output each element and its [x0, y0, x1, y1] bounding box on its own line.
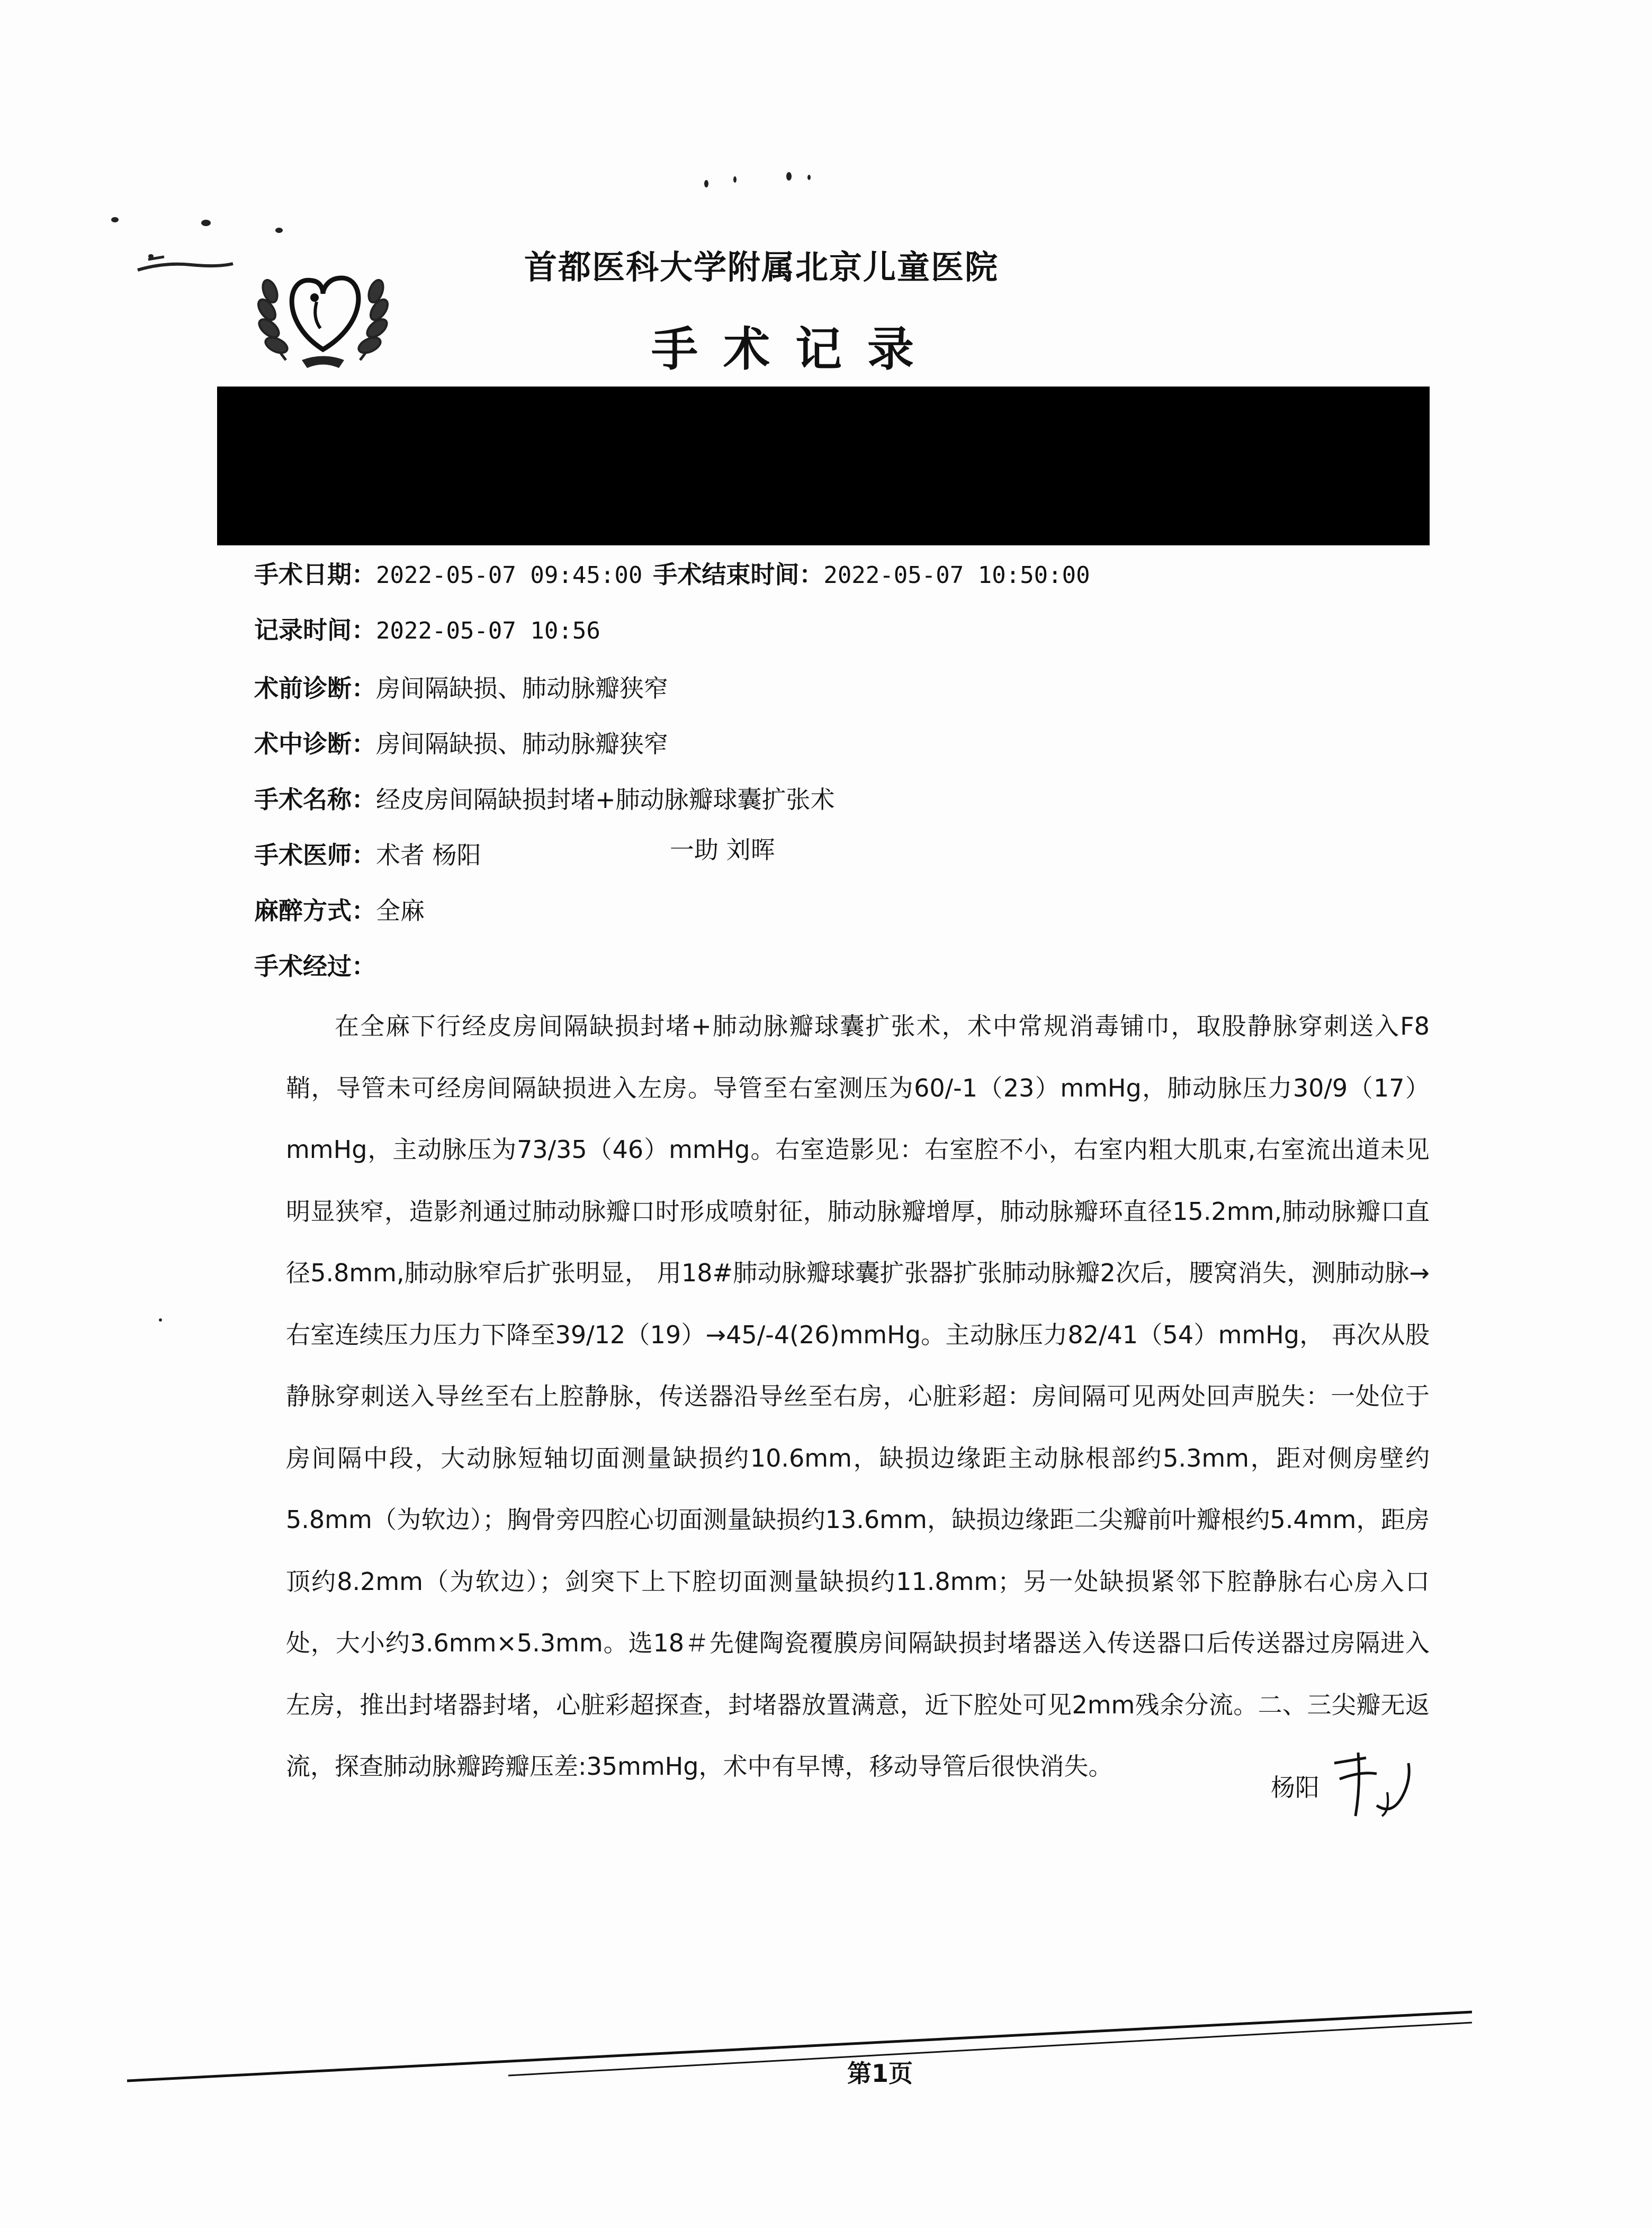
surgery-date-label: 手术日期： [254, 560, 376, 589]
surgical-course-text: 在全麻下行经皮房间隔缺损封堵+肺动脉瓣球囊扩张术，术中常规消毒铺巾，取股静脉穿刺送入F8鞘，导管未可经房间隔缺损进入左房。导管至右室测压为60/-1（23）mmHg，肺动脉压力30/9（17）mmHg，主动脉压为73/35（46）mmHg。右室造影见：右室腔不小，右室内粗大肌束,右室流出道未见明显狭窄，造影剂通过肺动脉瓣口时形成喷射征，肺动脉瓣增厚，肺动脉瓣环直径15.2mm,肺动脉瓣口直径5.8mm,肺动脉窄后扩张明显， 用18#肺动脉瓣球囊扩张器扩张肺动脉瓣2次后，腰窝消失，测肺动脉→右室连续压力压力下降至39/12（19）→45/-4(26)mmHg。主动脉压力82/41（54）mmHg， 再次从股静脉穿刺送入导丝至右上腔静脉，传送器沿导丝至右房，心脏彩超：房间隔可见两处回声脱失：一处位于房间隔中段，大动脉短轴切面测量缺损约10.6mm，缺损边缘距主动脉根部约5.3mm，距对侧房壁约5.8mm（为软边）；胸骨旁四腔心切面测量缺损约13.6mm，缺损边缘距二尖瓣前叶瓣根约5.4mm，距房顶约8.2mm（为软边）；剑突下上下腔切面测量缺损约11.8mm；另一处缺损紧邻下腔静脉右心房入口处，大小约3.6mm×5.3mm。选18＃先健陶瓷覆膜房间隔缺损封堵器送入传送器口后传送器过房隔进入左房，推出封堵器封堵，心脏彩超探查，封堵器放置满意，近下腔处可见2mm残余分流。二、三尖瓣无返流，探查肺动脉瓣跨瓣压差:35mmHg，术中有早博，移动导管后很快消失。 [286, 1012, 1430, 1781]
course-label: 手术经过： [254, 952, 376, 981]
scan-speck [786, 172, 792, 181]
anesthesia-label: 麻醉方式： [254, 896, 376, 925]
page-number: 第1页 [847, 2059, 913, 2088]
record-time-label: 记录时间： [254, 616, 376, 644]
scan-speck [704, 180, 708, 187]
surgery-time-row [254, 559, 1090, 591]
surgery-end-label: 手术结束时间： [653, 560, 824, 589]
scan-speck [275, 228, 283, 233]
record-time-value: 2022-05-07 10:56 [376, 617, 600, 644]
surgery-date-value: 2022-05-07 09:45:00 [376, 562, 643, 589]
preop-diagnosis-row [254, 672, 668, 704]
footer-rule [106, 2001, 1493, 2097]
procedure-name-row [254, 784, 835, 815]
handwritten-signature [1329, 1742, 1424, 1821]
intraop-diagnosis-value: 房间隔缺损、肺动脉瓣狭窄 [376, 730, 668, 758]
scan-speck [111, 217, 119, 222]
procedure-name-value: 经皮房间隔缺损封堵+肺动脉瓣球囊扩张术 [376, 785, 835, 814]
assistant-row [670, 834, 775, 866]
document-title: 手术记录 [651, 322, 940, 376]
preop-diagnosis-value: 房间隔缺损、肺动脉瓣狭窄 [376, 674, 668, 703]
scan-speck [159, 1318, 162, 1322]
hospital-name: 首都医科大学附属北京儿童医院 [524, 248, 999, 286]
anesthesia-row [254, 895, 425, 927]
intraop-diagnosis-row [254, 728, 668, 760]
course-row [254, 950, 376, 982]
scan-speck [807, 175, 811, 180]
preop-diagnosis-label: 术前诊断： [254, 674, 376, 703]
intraop-diagnosis-label: 术中诊断： [254, 730, 376, 758]
record-time-row [254, 614, 600, 647]
scan-speck [733, 176, 737, 183]
hospital-logo-icon [249, 249, 397, 376]
surgeon-row [254, 839, 481, 871]
surgery-end-value: 2022-05-07 10:50:00 [823, 562, 1090, 589]
procedure-name-label: 手术名称： [254, 785, 376, 814]
scan-speck [201, 220, 211, 226]
margin-scribble [132, 249, 238, 281]
surgeon-signature-name: 杨阳 [1271, 1773, 1319, 1802]
surgeon-label: 手术医师： [254, 841, 376, 869]
surgeon-value: 术者 杨阳 [376, 841, 481, 869]
redacted-block [217, 387, 1430, 545]
assistant-value: 一助 刘晖 [670, 836, 775, 864]
anesthesia-value: 全麻 [376, 896, 425, 925]
